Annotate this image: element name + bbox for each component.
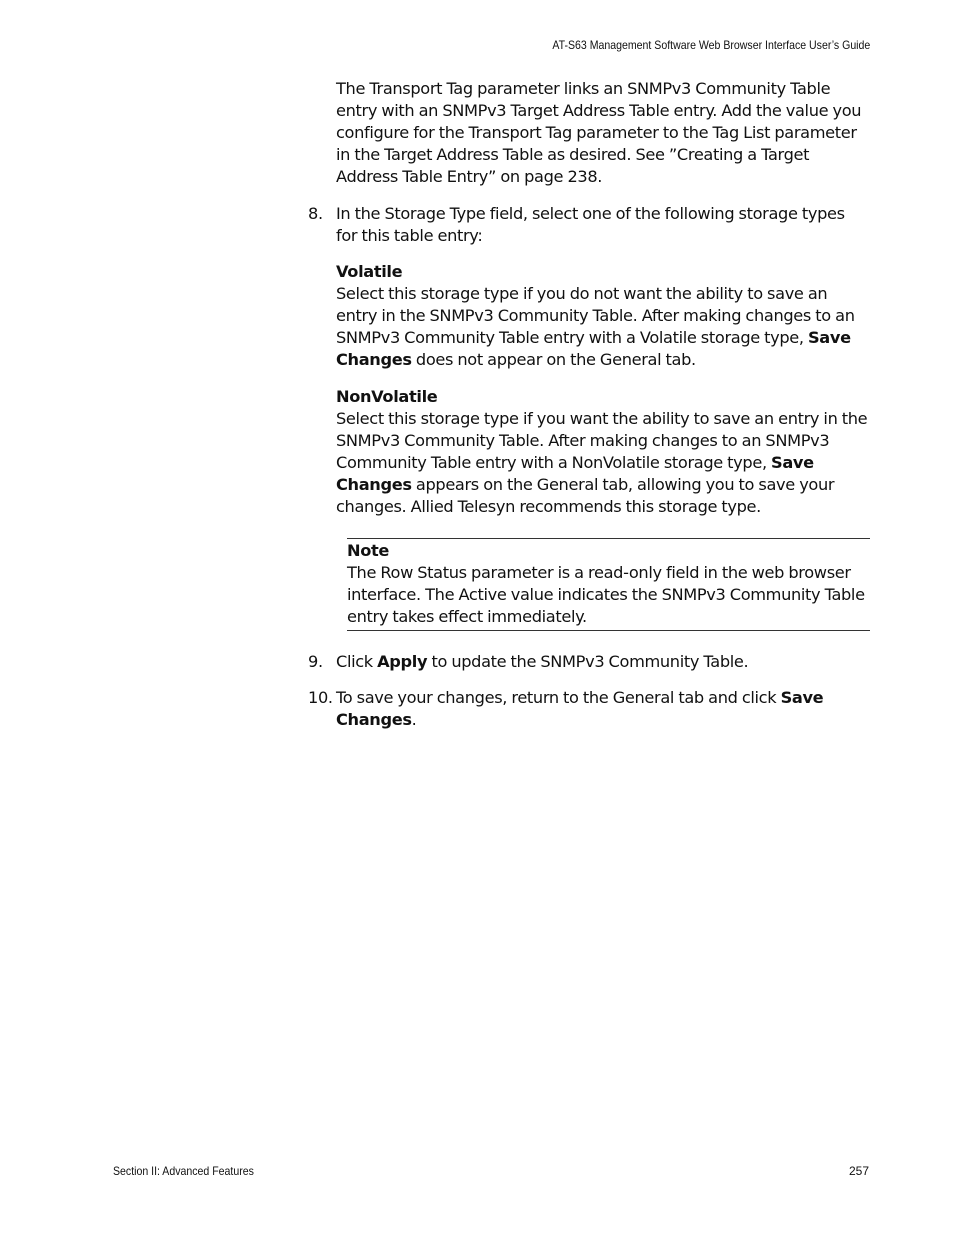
text-run: appears on the General tab, allowing you to save your changes. Allied Telesyn recommends this storage type. (336, 475, 835, 516)
text-run: to update the SNMPv3 Community Table. (427, 652, 749, 671)
text-run: Click (336, 652, 378, 671)
term-title: NonVolatile (336, 387, 438, 406)
step-text (336, 651, 870, 673)
term-description (336, 283, 870, 371)
text-run: Select this storage type if you do not want the ability to save an entry in the SNMPv3 Community Table. After making changes to an SNMPv3 Community Table entry with a Volatile storage type, (336, 284, 855, 347)
step-number: 10. (308, 688, 333, 707)
step-8 (308, 203, 870, 247)
bold-run: Apply (377, 652, 428, 671)
step-9 (308, 651, 870, 673)
term-title: Volatile (336, 262, 403, 281)
note-text: The Row Status parameter is a read-only field in the web browser interface. The Active value indicates the SNMPv3 Community Table entry takes effect immediately. (347, 563, 865, 626)
nonvolatile-definition (336, 386, 870, 518)
note-title: Note (347, 541, 389, 560)
note-box (347, 538, 870, 631)
main-content (308, 78, 870, 745)
step-number: 9. (308, 652, 323, 671)
term-description (336, 408, 870, 518)
page-number: 257 (848, 1164, 869, 1178)
volatile-definition (336, 261, 870, 371)
text-run: To save your changes, return to the General tab and click (336, 688, 781, 707)
footer-section: Section II: Advanced Features (113, 1164, 254, 1178)
text-run: . (411, 710, 417, 729)
step-number: 8. (308, 204, 323, 223)
step-text (336, 687, 870, 731)
bold-run: Save Changes (336, 328, 851, 369)
text-run: Select this storage type if you want the ability to save an entry in the SNMPv3 Community Table. After making changes to an SNMPv3 Community Table entry with a NonVolatile storage type, (336, 409, 868, 472)
step-10 (308, 687, 870, 731)
intro-paragraph: The Transport Tag parameter links an SNMPv3 Community Table entry with an SNMPv3 Target Address Table entry. Add the value you configure for the Transport Tag parameter to the Tag List parameter in the Target Address Table as desired. See ”Creating a Target Address Table Entry” on page 238. (336, 79, 862, 186)
text-run: does not appear on the General tab. (411, 350, 696, 369)
step-text: In the Storage Type field, select one of the following storage types for this table entry: (336, 204, 845, 245)
bold-run: Save Changes (336, 453, 814, 494)
running-header: AT-S63 Management Software Web Browser Interface User’s Guide (552, 38, 870, 52)
bold-run: Save Changes (336, 688, 824, 729)
